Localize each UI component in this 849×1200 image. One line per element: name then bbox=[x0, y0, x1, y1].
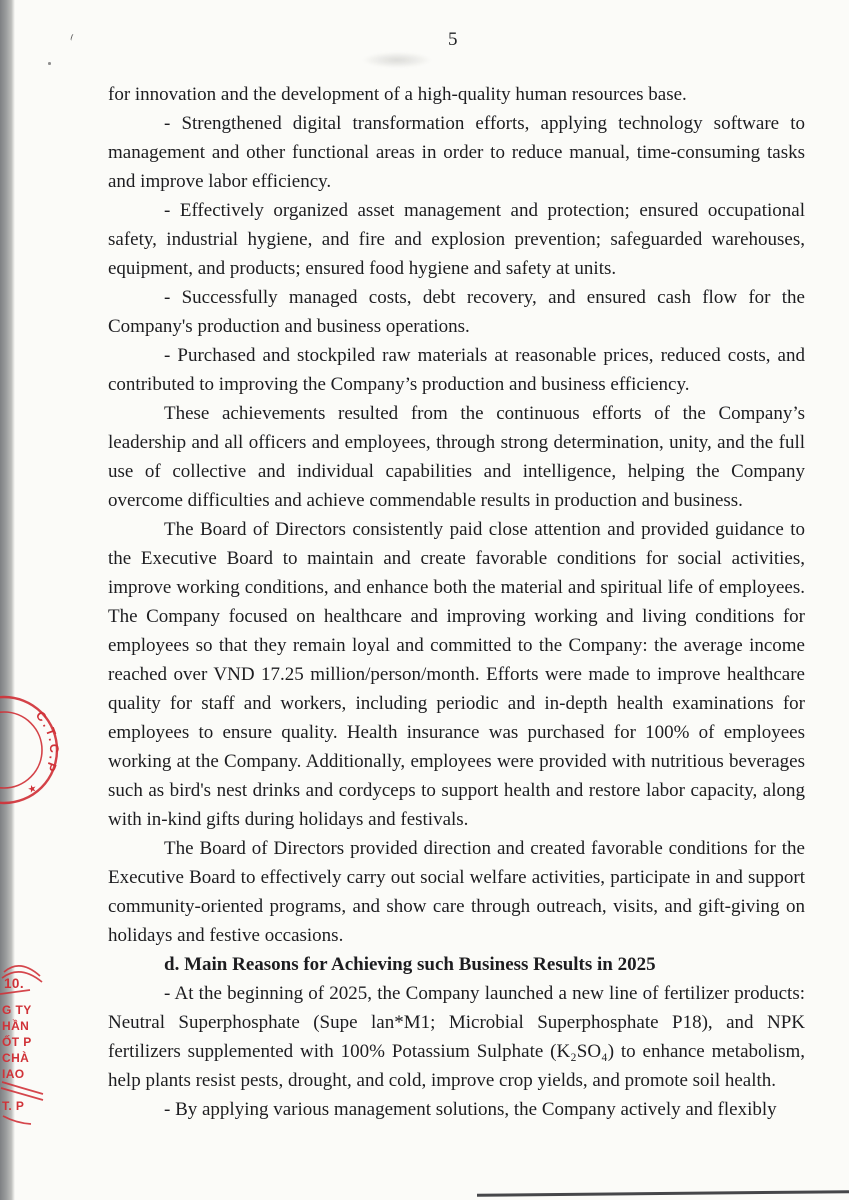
body-paragraph: - Purchased and stockpiled raw materials at reasonable prices, reduced costs, and contributed to improving the Company’s production and business efficiency. bbox=[108, 345, 805, 395]
page-edge-line bbox=[477, 1190, 849, 1196]
body-paragraph: These achievements resulted from the continuous efforts of the Company’s leadership and all officers and employees, through strong determination, unity, and the full use of collective and individual capabilities and intelligence, helping the Company overcome difficulties and achieve commendable results in production and business. bbox=[108, 403, 805, 511]
scan-speck bbox=[70, 34, 76, 42]
stamp-arc-line bbox=[2, 1082, 43, 1094]
section-heading: d. Main Reasons for Achieving such Business Results in 2025 bbox=[164, 954, 656, 975]
page-number: 5 bbox=[448, 29, 458, 50]
body-paragraph: - Strengthened digital transformation efforts, applying technology software to management and other functional areas in order to reduce manual, time-consuming tasks and improve labor efficiency. bbox=[108, 113, 805, 192]
document-body bbox=[108, 80, 805, 1124]
body-paragraph: - Effectively organized asset management and protection; ensured occupational safety, industrial hygiene, and fire and explosion prevention; safeguarded warehouses, equipment, and products; ensured food hygiene and safety at units. bbox=[108, 200, 805, 279]
seal-inner-circle bbox=[0, 712, 42, 788]
stamp-text-fragment: ỐT P bbox=[2, 1035, 32, 1049]
body-paragraph: for innovation and the development of a high-quality human resources base. bbox=[108, 84, 687, 105]
stamp-text-fragment: CHÀ bbox=[2, 1051, 30, 1065]
body-paragraph: The Board of Directors consistently paid close attention and provided guidance to the Executive Board to maintain and create favorable conditions for social activities, improve working conditions, and enhance both the material and spiritual life of employees. The Company focused on healthcare and improving working and living conditions for employees so that they remain loyal and committed to the Company: the average income reached over VND 17.25 million/person/month. Efforts were made to improve healthcare quality for staff and workers, including periodic and in-depth health examinations for employees to ensure quality. Health insurance was purchased for 100% of employees working at the Company. Additionally, employees were provided with nutritious beverages such as bird's nest drinks and cordyceps to support health and restore labor capacity, along with in-kind gifts during holidays and festivals. bbox=[108, 519, 805, 830]
seal-ring-text: C.T.C.P bbox=[32, 708, 62, 776]
body-paragraph: The Board of Directors provided direction and created favorable conditions for the Executive Board to effectively carry out social welfare activities, participate in and support community-oriented programs, and show care through outreach, visits, and gift-giving on holidays and festive occasions. bbox=[108, 838, 805, 946]
red-stamp-edge-fragment bbox=[0, 950, 52, 1128]
stamp-arc-line bbox=[3, 1116, 31, 1124]
body-paragraph: - Successfully managed costs, debt recovery, and ensured cash flow for the Company's production and business operations. bbox=[108, 287, 805, 337]
body-paragraph: - At the beginning of 2025, the Company launched a new line of fertilizer products: Neutral Superphosphate (Supe lan*M1; Microbial Superphosphate P18), and NPK fertilizers supplemented with 100% Potassium Sulphate (K₂SO₄) to enhance metabolism, help plants resist pests, drought, and cold, improve crop yields, and promote soil health. bbox=[108, 983, 805, 1091]
stamp-text-fragment: 10. bbox=[4, 976, 24, 991]
stamp-text-fragment: IAO bbox=[2, 1067, 25, 1081]
seal-star-icon: ★ bbox=[24, 782, 39, 797]
red-seal-ring-fragment bbox=[0, 686, 70, 818]
scan-smudge bbox=[362, 52, 432, 68]
scan-speck bbox=[48, 62, 51, 65]
body-paragraph: - By applying various management solutions, the Company actively and flexibly bbox=[164, 1099, 777, 1120]
stamp-text-fragment: T. P bbox=[2, 1099, 25, 1113]
stamp-text-fragment: G TY bbox=[2, 1003, 32, 1017]
stamp-text-fragment: HẦN bbox=[2, 1019, 30, 1033]
